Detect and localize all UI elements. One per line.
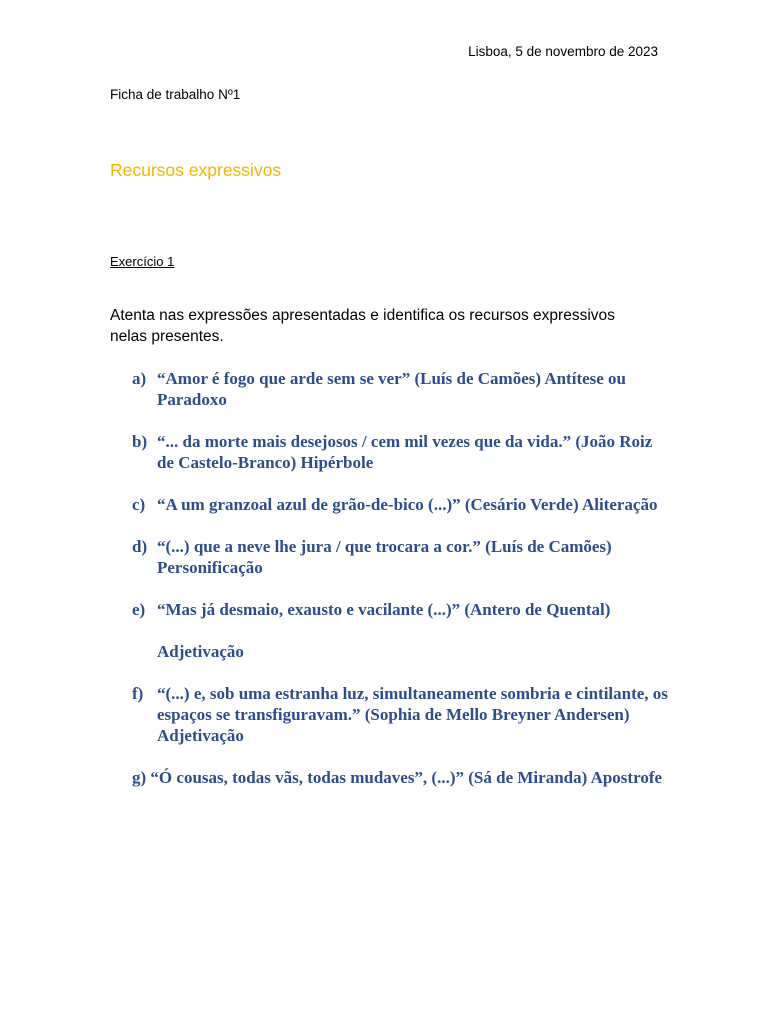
item-text: “(...) e, sob uma estranha luz, simultaneamente sombria e cintilante, os espaços se transfiguravam.” (Sophia de Mello Breyner Andersen) Adjetivação xyxy=(157,684,668,745)
item-letter: b) xyxy=(132,432,148,451)
list-item xyxy=(110,536,670,578)
exercise-label: Exercício 1 xyxy=(110,254,175,269)
item-text: “A um granzoal azul de grão-de-bico (...)” (Cesário Verde) Aliteração xyxy=(157,495,658,514)
document-date: Lisboa, 5 de novembro de 2023 xyxy=(468,44,658,59)
exercise-items-list xyxy=(110,368,670,809)
item-letter: f) xyxy=(132,684,144,703)
item-letter: c) xyxy=(132,495,146,514)
item-letter: a) xyxy=(132,369,147,388)
item-text: “... da morte mais desejosos / cem mil vezes que da vida.” (João Roiz de Castelo-Branco) Hipérbole xyxy=(157,432,653,472)
list-item xyxy=(110,767,670,788)
list-item xyxy=(110,599,670,662)
list-item xyxy=(110,494,670,515)
item-text: “Amor é fogo que arde sem se ver” (Luís de Camões) Antítese ou Paradoxo xyxy=(157,369,627,409)
item-text: “Ó cousas, todas vãs, todas mudaves”, (...)” (Sá de Miranda) Apostrofe xyxy=(150,768,663,787)
worksheet-title: Ficha de trabalho Nº1 xyxy=(110,87,241,102)
section-heading: Recursos expressivos xyxy=(110,160,282,180)
item-letter: d) xyxy=(132,537,148,556)
item-letter: e) xyxy=(132,600,146,619)
item-text: “Mas já desmaio, exausto e vacilante (...)” (Antero de Quental) xyxy=(157,600,611,619)
item-answer: Adjetivação xyxy=(157,642,244,661)
list-item xyxy=(110,683,670,746)
list-item xyxy=(110,368,670,410)
item-text: “(...) que a neve lhe jura / que trocara a cor.” (Luís de Camões) Personificação xyxy=(157,537,612,577)
exercise-instruction: Atenta nas expressões apresentadas e identifica os recursos expressivos nelas presentes. xyxy=(110,307,615,345)
item-letter: g) xyxy=(132,768,147,787)
list-item xyxy=(110,431,670,473)
